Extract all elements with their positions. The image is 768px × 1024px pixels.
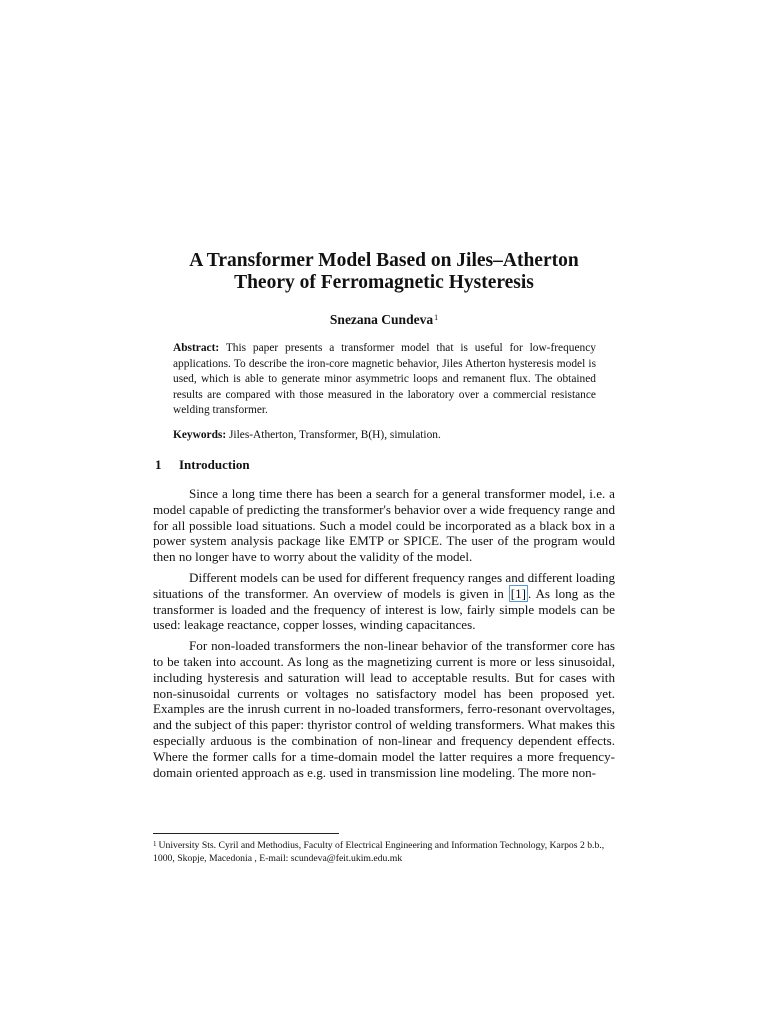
abstract-text: This paper presents a transformer model that is useful for low-frequency applications. To describe the iron-core magnetic behavior, Jiles Atherton hysteresis model is used, which is able to generate minor asymmetric loops and remanent flux. The obtained results are compared with those measured in the laboratory over a commercial resistance welding transformer. — [173, 342, 596, 416]
footnote — [153, 839, 615, 865]
paper-title — [100, 250, 668, 294]
section-title: Introduction — [179, 457, 250, 472]
paragraph-2-text-b: . As long as the transformer is loaded and the frequency of interest is low, fairly simple models can be used: leakage reactance, copper losses, winding capacitances. — [153, 585, 615, 633]
abstract-label: Abstract: — [173, 342, 220, 354]
paper-title-line-2: Theory of Ferromagnetic Hysteresis — [234, 272, 534, 293]
abstract — [173, 341, 596, 419]
author-line — [100, 312, 668, 328]
paragraph-2-text-a: Different models can be used for different frequency ranges and different loading situations of the transformer. An overview of models is given in — [153, 569, 615, 601]
paragraph-1: Since a long time there has been a search for a general transformer model, i.e. a model capable of predicting the transformer's behavior over a wide frequency range and for all possible load situations. Such a model could be incorporated as a black box in a power system analysis package like EMTP or SPICE. The user of the program would then no longer have to worry about the validity of the model. — [153, 486, 615, 565]
keywords — [173, 428, 596, 444]
keywords-text: Jiles-Atherton, Transformer, B(H), simulation. — [226, 429, 441, 441]
citation-link[interactable]: [1] — [510, 585, 526, 601]
author-name: Snezana Cundeva — [329, 312, 434, 327]
body-text — [153, 486, 615, 785]
section-number: 1 — [155, 457, 162, 472]
author-footnote-mark: 1 — [434, 313, 439, 322]
paragraph-2 — [153, 570, 615, 633]
keywords-label: Keywords: — [173, 429, 227, 441]
section-heading — [155, 457, 250, 473]
paragraph-3: For non-loaded transformers the non-linear behavior of the transformer core has to be taken into account. As long as the magnetizing current is more or less sinusoidal, including hysteresis and saturation will lead to acceptable results. But for cases with non-sinusoidal currents or voltages no satisfactory model has been proposed yet. Examples are the inrush current in no-loaded transformers, ferro-resonant overvoltages, and the subject of this paper: thyristor control of welding transformers. What makes this especially arduous is the combination of non-linear and frequency dependent effects. Where the former calls for a time-domain model the latter requires a more frequency-domain oriented approach as e.g. used in transmission line modeling. The more non- — [153, 638, 615, 780]
paper-title-line-1: A Transformer Model Based on Jiles–Atherton — [189, 250, 579, 271]
footnote-mark: 1 — [153, 840, 157, 848]
footnote-text: University Sts. Cyril and Methodius, Faculty of Electrical Engineering and Information Technology, Karpos 2 b.b., 1000, Skopje, Macedonia , E-mail: scundeva@feit.ukim.edu.mk — [153, 840, 605, 864]
footnote-divider — [153, 833, 339, 834]
